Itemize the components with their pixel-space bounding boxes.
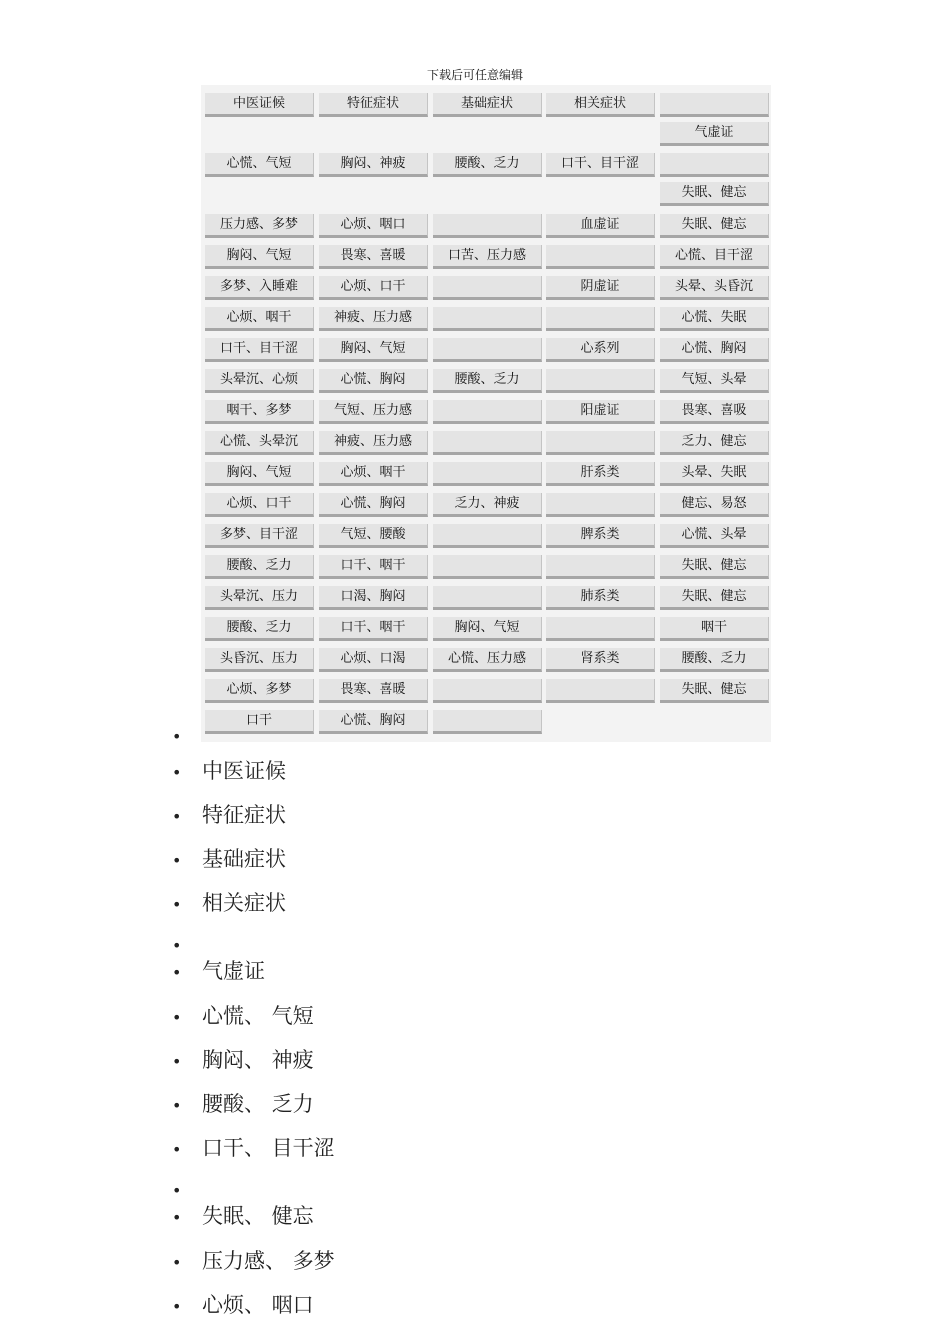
bullet-text: 口干、 目干涩	[202, 1136, 335, 1160]
bullet-text: 胸闷、 神疲	[202, 1048, 314, 1072]
table-cell: 心烦、咽干	[205, 307, 314, 331]
table-header-cell	[660, 93, 769, 117]
bullet-dot-icon: •	[172, 1007, 182, 1027]
bullet-dot-icon: •	[172, 1180, 182, 1200]
table-cell: 头晕沉、心烦	[205, 369, 314, 393]
table-cell: 畏寒、喜暖	[319, 245, 428, 269]
table-cell: 失眠、健忘	[660, 555, 769, 579]
table-cell: 头昏沉、压力	[205, 648, 314, 672]
table-cell: 失眠、健忘	[660, 679, 769, 703]
bullet-dot-icon: •	[172, 850, 182, 870]
table-cell: 心慌、胸闷	[319, 493, 428, 517]
table-cell: 压力感、多梦	[205, 214, 314, 238]
table-cell: 口干	[205, 710, 314, 734]
table-cell: 咽干、多梦	[205, 400, 314, 424]
table-cell	[546, 307, 655, 331]
table-cell: 腰酸、乏力	[205, 555, 314, 579]
bullet-item	[172, 1044, 314, 1074]
table-cell: 气短、压力感	[319, 400, 428, 424]
table-cell	[546, 245, 655, 269]
bullet-item	[172, 955, 265, 985]
bullet-dot-icon: •	[172, 1051, 182, 1071]
bullet-item	[172, 1132, 335, 1162]
table-cell: 咽干	[660, 617, 769, 641]
table-cell: 腰酸、乏力	[433, 153, 542, 177]
table-cell	[433, 462, 542, 486]
table-header-cell: 中医证候	[205, 93, 314, 117]
bullet-text: 心烦、 咽口	[202, 1293, 314, 1317]
table-cell: 多梦、入睡难	[205, 276, 314, 300]
table-header-cell: 基础症状	[433, 93, 542, 117]
table-cell: 神疲、压力感	[319, 307, 428, 331]
table-cell: 心慌、胸闷	[319, 369, 428, 393]
bullet-text: 特征症状	[202, 803, 286, 827]
table-cell: 心慌、胸闷	[660, 338, 769, 362]
table-cell: 心烦、咽口	[319, 214, 428, 238]
table-cell: 阴虚证	[546, 276, 655, 300]
table-cell: 心烦、多梦	[205, 679, 314, 703]
table-cell: 肾系类	[546, 648, 655, 672]
table-cell: 心慌、气短	[205, 153, 314, 177]
table-cell	[546, 617, 655, 641]
table-cell	[546, 431, 655, 455]
table-cell: 心烦、口渴	[319, 648, 428, 672]
table-cell: 畏寒、喜暖	[319, 679, 428, 703]
table-cell: 头晕、失眠	[660, 462, 769, 486]
table-cell: 胸闷、气短	[319, 338, 428, 362]
table-cell	[433, 710, 542, 734]
bullet-text: 中医证候	[202, 759, 286, 783]
table-cell: 口干、目干涩	[546, 153, 655, 177]
table-cell: 失眠、健忘	[660, 214, 769, 238]
table-cell: 失眠、健忘	[660, 182, 769, 206]
bullet-text: 压力感、 多梦	[202, 1249, 335, 1273]
table-cell: 胸闷、神疲	[319, 153, 428, 177]
bullet-item	[172, 755, 286, 785]
symptom-table	[201, 85, 771, 742]
download-note: 下载后可任意编辑	[426, 68, 523, 82]
table-cell	[433, 276, 542, 300]
table-cell	[546, 555, 655, 579]
table-cell: 口干、目干涩	[205, 338, 314, 362]
table-cell: 乏力、神疲	[433, 493, 542, 517]
table-cell: 口干、咽干	[319, 617, 428, 641]
bullet-item	[172, 1088, 314, 1118]
table-cell: 心慌、压力感	[433, 648, 542, 672]
bullet-dot-icon: •	[172, 1296, 182, 1316]
table-cell	[433, 338, 542, 362]
table-cell	[433, 524, 542, 548]
table-cell	[433, 679, 542, 703]
table-cell: 气短、头晕	[660, 369, 769, 393]
bullet-text: 相关症状	[202, 891, 286, 915]
bullet-dot-icon: •	[172, 1095, 182, 1115]
bullet-item	[172, 723, 202, 747]
table-cell	[546, 493, 655, 517]
bullet-item	[172, 1000, 314, 1030]
table-cell	[433, 400, 542, 424]
bullet-item	[172, 932, 202, 956]
bullet-item	[172, 887, 286, 917]
table-cell: 乏力、健忘	[660, 431, 769, 455]
table-cell: 腰酸、乏力	[205, 617, 314, 641]
table-cell: 神疲、压力感	[319, 431, 428, 455]
bullet-item	[172, 1245, 335, 1275]
bullet-text: 心慌、 气短	[202, 1004, 314, 1028]
table-cell: 心慌、失眠	[660, 307, 769, 331]
table-cell: 口渴、胸闷	[319, 586, 428, 610]
table-cell	[433, 307, 542, 331]
table-cell: 头晕沉、压力	[205, 586, 314, 610]
table-cell: 健忘、易怒	[660, 493, 769, 517]
table-header-cell: 相关症状	[546, 93, 655, 117]
table-cell: 胸闷、气短	[205, 462, 314, 486]
bullet-item	[172, 843, 286, 873]
table-cell: 脾系类	[546, 524, 655, 548]
table-cell: 心慌、目干涩	[660, 245, 769, 269]
bullet-dot-icon: •	[172, 962, 182, 982]
table-cell	[433, 431, 542, 455]
table-cell: 多梦、目干涩	[205, 524, 314, 548]
bullet-dot-icon: •	[172, 935, 182, 955]
bullet-dot-icon: •	[172, 1139, 182, 1159]
table-cell: 腰酸、乏力	[660, 648, 769, 672]
table-cell: 胸闷、气短	[205, 245, 314, 269]
table-cell: 心烦、口干	[205, 493, 314, 517]
table-cell: 腰酸、乏力	[433, 369, 542, 393]
bullet-dot-icon: •	[172, 726, 182, 746]
table-cell	[433, 586, 542, 610]
table-cell: 头晕、头昏沉	[660, 276, 769, 300]
bullet-text: 基础症状	[202, 847, 286, 871]
table-cell	[546, 679, 655, 703]
table-cell: 心系列	[546, 338, 655, 362]
table-cell: 阳虚证	[546, 400, 655, 424]
table-header-cell: 特征症状	[319, 93, 428, 117]
table-cell: 口干、咽干	[319, 555, 428, 579]
table-cell: 气短、腰酸	[319, 524, 428, 548]
table-cell	[433, 214, 542, 238]
bullet-text: 气虚证	[202, 959, 265, 983]
table-cell: 失眠、健忘	[660, 586, 769, 610]
bullet-dot-icon: •	[172, 894, 182, 914]
table-cell: 口苦、压力感	[433, 245, 542, 269]
bullet-item	[172, 1200, 314, 1230]
table-cell	[433, 555, 542, 579]
bullet-dot-icon: •	[172, 1207, 182, 1227]
bullet-dot-icon: •	[172, 806, 182, 826]
table-cell: 心烦、咽干	[319, 462, 428, 486]
table-cell: 畏寒、喜吸	[660, 400, 769, 424]
bullet-item	[172, 1289, 314, 1319]
table-cell: 胸闷、气短	[433, 617, 542, 641]
bullet-item	[172, 1177, 202, 1201]
table-cell: 心慌、头晕沉	[205, 431, 314, 455]
table-cell: 心烦、口干	[319, 276, 428, 300]
bullet-dot-icon: •	[172, 1252, 182, 1272]
bullet-dot-icon: •	[172, 762, 182, 782]
bullet-item	[172, 799, 286, 829]
table-cell: 肺系类	[546, 586, 655, 610]
table-cell	[660, 153, 769, 177]
table-cell: 气虚证	[660, 122, 769, 146]
bullet-text: 腰酸、 乏力	[202, 1092, 314, 1116]
table-cell: 肝系类	[546, 462, 655, 486]
table-cell: 心慌、胸闷	[319, 710, 428, 734]
table-cell: 血虚证	[546, 214, 655, 238]
table-cell: 心慌、头晕	[660, 524, 769, 548]
table-cell	[546, 369, 655, 393]
bullet-text: 失眠、 健忘	[202, 1204, 314, 1228]
